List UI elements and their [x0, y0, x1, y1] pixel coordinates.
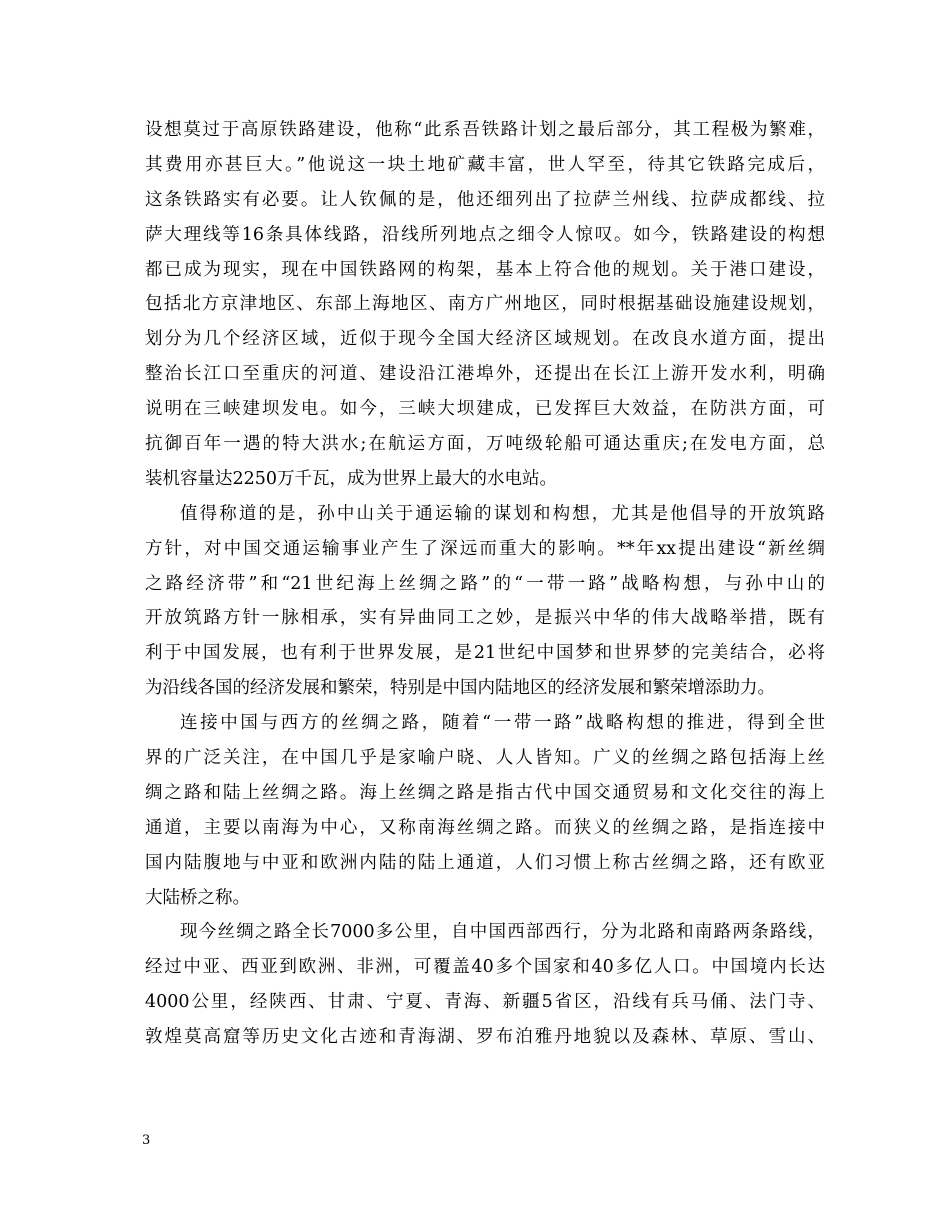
paragraph-4 — [145, 915, 825, 1055]
paragraph-3 — [145, 706, 825, 915]
text-line: 现今丝绸之路全长7000多公里，自中国西部西行，分为北路和南路两条路线， — [180, 922, 825, 943]
body-text — [145, 113, 825, 1055]
text-line: 开放筑路方针一脉相承，实有异曲同工之妙，是振兴中华的伟大战略举措，既有 — [145, 608, 825, 629]
text-line: 划分为几个经济区域，近似于现今全国大经济区域规划。在改良水道方面，提出 — [145, 329, 825, 350]
text-line: 包括北方京津地区、东部上海地区、南方广州地区，同时根据基础设施建设规划， — [145, 294, 825, 315]
text-line: 萨大理线等16条具体线路，沿线所列地点之细令人惊叹。如今，铁路建设的构想 — [145, 224, 825, 245]
text-line: 连接中国与西方的丝绸之路，随着“一带一路”战略构想的推进，得到全世 — [180, 713, 825, 734]
text-line: 值得称道的是，孙中山关于通运输的谋划和构想，尤其是他倡导的开放筑路 — [180, 503, 825, 524]
text-line: 都已成为现实，现在中国铁路网的构架，基本上符合他的规划。关于港口建设， — [145, 259, 825, 280]
page-number: 3 — [142, 1133, 151, 1148]
text-line: 绸之路和陆上丝绸之路。海上丝绸之路是指古代中国交通贸易和文化交往的海上 — [145, 782, 825, 803]
text-line: 其费用亦甚巨大。”他说这一块土地矿藏丰富，世人罕至，待其它铁路完成后， — [145, 154, 825, 175]
text-line: 为沿线各国的经济发展和繁荣，特别是中国内陆地区的经济发展和繁荣增添助力。 — [145, 678, 775, 699]
text-line: 方针，对中国交通运输事业产生了深远而重大的影响。**年xx提出建设“新丝绸 — [145, 538, 825, 559]
text-line: 抗御百年一遇的特大洪水;在航运方面，万吨级轮船可通达重庆;在发电方面，总 — [145, 434, 825, 455]
text-line: 利于中国发展，也有利于世界发展，是21世纪中国梦和世界梦的完美结合，必将 — [145, 643, 825, 664]
text-line: 之路经济带”和“21世纪海上丝绸之路”的“一带一路”战略构想，与孙中山的 — [145, 573, 825, 594]
paragraph-1 — [145, 113, 825, 497]
text-line: 界的广泛关注，在中国几乎是家喻户晓、人人皆知。广义的丝绸之路包括海上丝 — [145, 748, 825, 769]
text-line: 设想莫过于高原铁路建设，他称“此系吾铁路计划之最后部分，其工程极为繁难， — [145, 120, 825, 140]
text-line: 大陆桥之称。 — [145, 887, 250, 908]
text-line: 整治长江口至重庆的河道、建设沿江港埠外，还提出在长江上游开发水利，明确 — [145, 364, 825, 385]
text-line: 4000公里，经陕西、甘肃、宁夏、青海、新疆5省区，沿线有兵马俑、法门寺、 — [145, 992, 825, 1013]
text-line: 经过中亚、西亚到欧洲、非洲，可覆盖40多个国家和40多亿人口。中国境内长达 — [145, 957, 825, 978]
text-line: 装机容量达2250万千瓦，成为世界上最大的水电站。 — [145, 468, 558, 489]
text-line: 国内陆腹地与中亚和欧洲内陆的陆上通道，人们习惯上称古丝绸之路，还有欧亚 — [145, 852, 825, 873]
text-line: 通道，主要以南海为中心，又称南海丝绸之路。而狭义的丝绸之路，是指连接中 — [145, 817, 825, 838]
text-line: 这条铁路实有必要。让人钦佩的是，他还细列出了拉萨兰州线、拉萨成都线、拉 — [145, 189, 825, 210]
text-line: 说明在三峡建坝发电。如今，三峡大坝建成，已发挥巨大效益，在防洪方面，可 — [145, 399, 825, 420]
paragraph-2 — [145, 497, 825, 706]
text-line: 敦煌莫高窟等历史文化古迹和青海湖、罗布泊雅丹地貌以及森林、草原、雪山、 — [145, 1027, 825, 1048]
